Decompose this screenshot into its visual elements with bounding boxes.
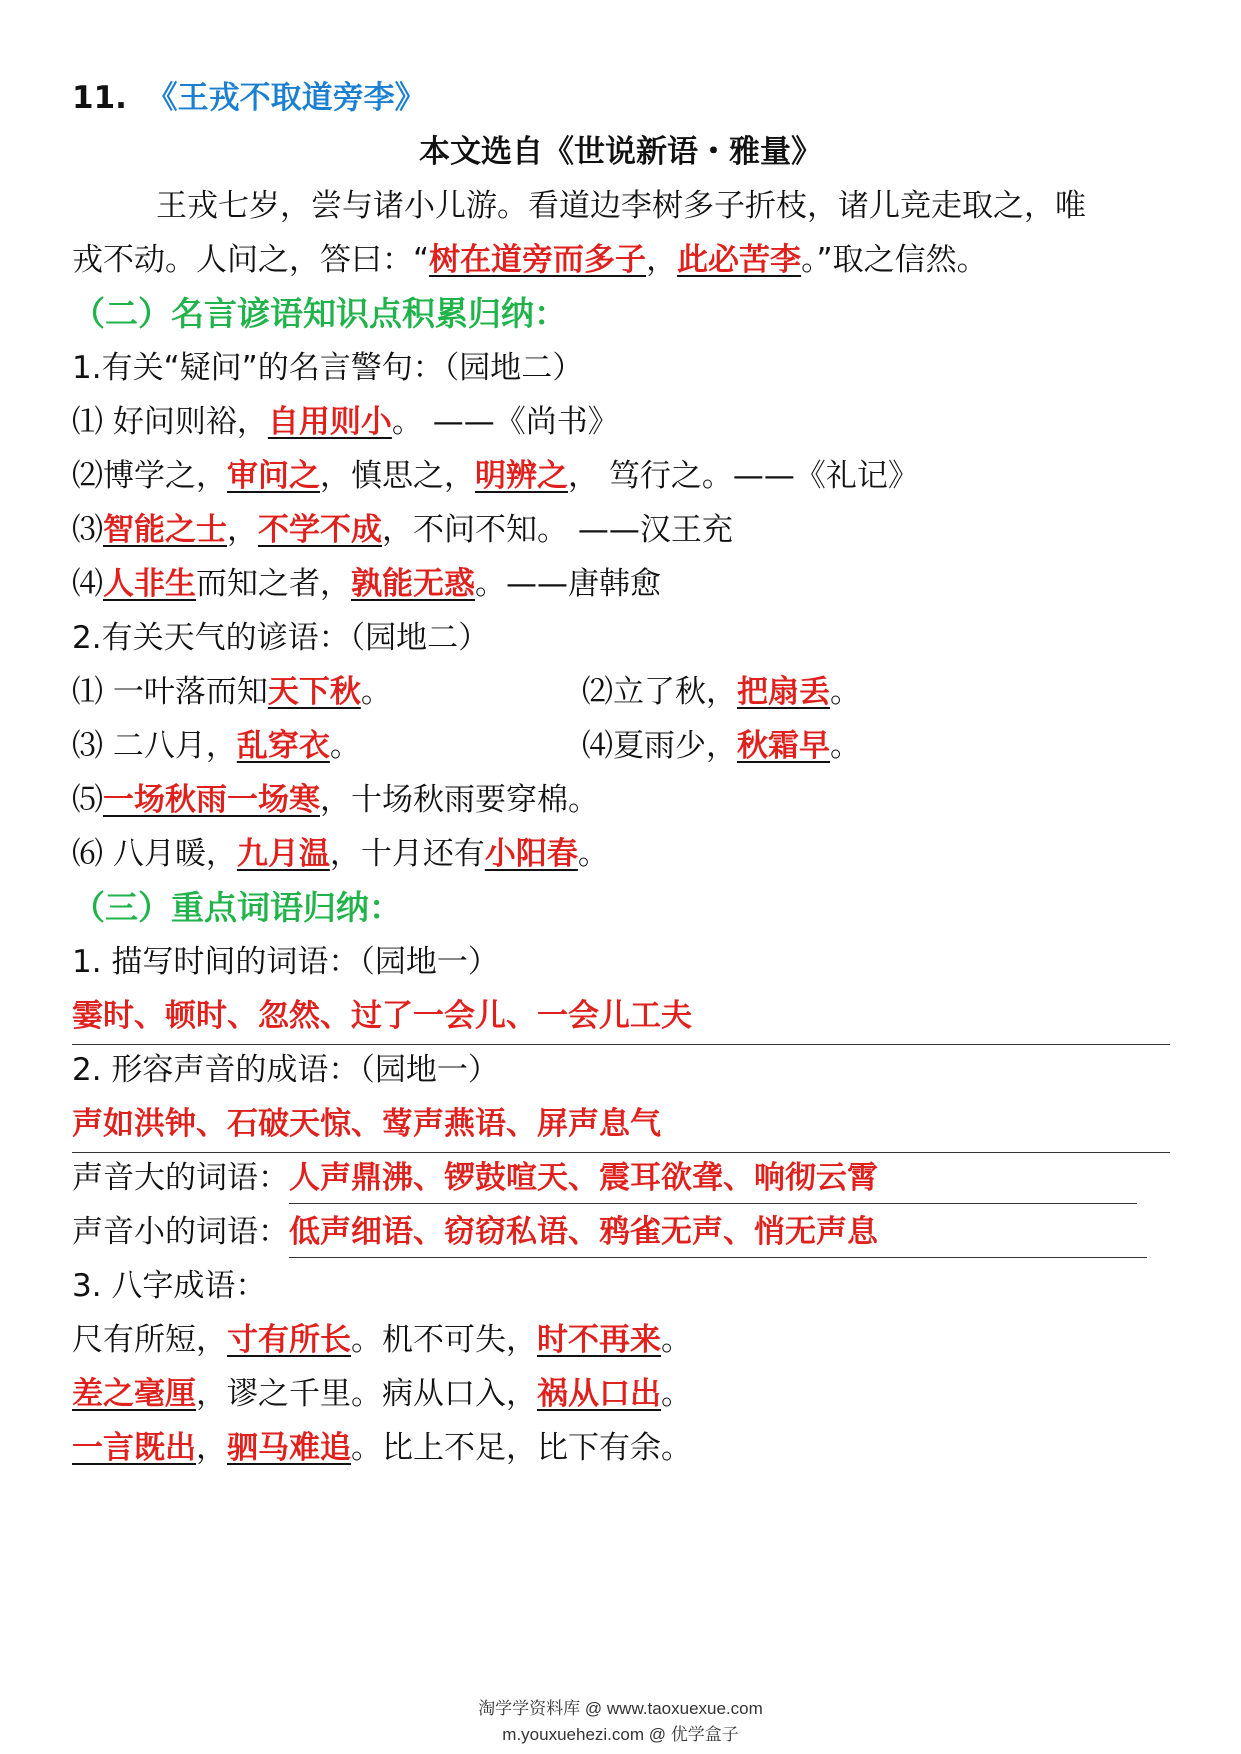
proverb-row (72, 718, 1171, 774)
quote-item (72, 448, 1171, 504)
answer-blank: 时不再来 (537, 1322, 661, 1358)
answer-blank: 孰能无惑 (351, 566, 475, 602)
proverb-row (72, 772, 1171, 828)
proverb-text: ⑴ 一叶落而知 (72, 674, 268, 710)
quote-text: ，不问不知。 ——汉王充 (382, 512, 733, 548)
quote-item (72, 556, 1171, 612)
source-line: 本文选自《世说新语・雅量》 (419, 134, 822, 170)
quote-text: ⑷ (72, 566, 103, 602)
answer-blank: 树在道旁而多子 (429, 242, 647, 278)
quote-text: ， 笃行之。——《礼记》 (568, 458, 919, 494)
answer-blank: 把扇丢 (737, 674, 830, 710)
loud-label: 声音大的词语： (72, 1160, 289, 1196)
answer-blank: 九月温 (236, 836, 330, 872)
answer-line (72, 988, 1170, 1045)
text-title: 《王戎不取道旁李》 (146, 80, 426, 116)
answer-blank: 一言既出 (72, 1430, 196, 1466)
answer-blank: 乱穿衣 (236, 728, 330, 764)
answer-text: 声如洪钟、石破天惊、莺声燕语、屏声息气 (72, 1106, 661, 1142)
quiet-words-line (72, 1204, 1171, 1260)
quote-text: ⑶ (72, 512, 103, 548)
passage-line-1: 王戎七岁，尝与诸小儿游。看道边李树多子折枝，诸儿竞走取之，唯 (156, 188, 1086, 224)
passage-text: ， (646, 242, 678, 278)
passage-text: 戎不动。人问之，答曰：“ (72, 242, 430, 278)
proverb-text: 。 (830, 674, 861, 710)
poem-title (72, 70, 1171, 126)
quote-text: 。 ——《尚书》 (391, 404, 619, 440)
answer-blank: 自用则小 (267, 404, 392, 440)
section-heading-2: （二）名言谚语知识点积累归纳： (72, 294, 567, 333)
answer-blank: 寸有所长 (227, 1322, 351, 1358)
section-heading-3: （三）重点词语归纳： (72, 888, 402, 927)
proverb-text: ，十月还有 (329, 836, 485, 872)
quote-text: ， (227, 512, 258, 548)
answer-blank: 审问之 (227, 458, 320, 494)
passage-line-2 (72, 232, 1171, 288)
proverb-text: ⑵立了秋， (582, 674, 737, 710)
question-2: 2.有关天气的谚语：（园地二） (72, 620, 490, 656)
proverb-row (72, 826, 1171, 882)
idiom-text: 。机不可失， (351, 1322, 537, 1358)
quote-text: 而知之者， (196, 566, 351, 602)
proverb-text: ⑶ 二八月， (72, 728, 237, 764)
passage-text: 。”取之信然。 (801, 242, 988, 278)
answer-blank: 明辨之 (475, 458, 568, 494)
footer-line-2: m.youxuehezi.com @ 优学盒子 (502, 1725, 739, 1744)
idiom-line (72, 1366, 1171, 1422)
answer-line (72, 1096, 1170, 1153)
proverb-text: 。 (360, 674, 392, 710)
proverb-text: ，十场秋雨要穿棉。 (320, 782, 599, 818)
idiom-text: 。 (661, 1376, 692, 1412)
answer-blank: 差之毫厘 (72, 1376, 196, 1412)
idiom-text: 。比上不足，比下有余。 (351, 1430, 692, 1466)
answer-blank: 祸从口出 (537, 1376, 661, 1412)
quiet-answer-line (289, 1207, 1147, 1258)
proverb-text: 。 (577, 836, 609, 872)
footer-line-1: 淘学学资料库 @ www.taoxuexue.com (478, 1699, 763, 1718)
question-1: 1.有关“疑问”的名言警句：（园地二） (72, 350, 584, 386)
answer-blank: 一场秋雨一场寒 (103, 782, 320, 818)
answer-blank: 不学不成 (258, 512, 382, 548)
proverb-col2 (582, 664, 861, 720)
quiet-label: 声音小的词语： (72, 1214, 289, 1250)
answer-text: 霎时、顿时、忽然、过了一会儿、一会儿工夫 (72, 998, 692, 1034)
answer-blank: 人非生 (103, 566, 196, 602)
idiom-line (72, 1420, 1171, 1476)
idiom-text: ，谬之千里。病从口入， (196, 1376, 537, 1412)
proverb-text: 。 (329, 728, 361, 764)
quote-text: ⑵博学之， (72, 458, 227, 494)
idiom-text: 尺有所短， (72, 1322, 227, 1358)
answer-text: 人声鼎沸、锣鼓喧天、震耳欲聋、响彻云霄 (289, 1160, 878, 1196)
footer (0, 1696, 1241, 1748)
proverb-col2 (582, 718, 861, 774)
answer-blank: 驷马难追 (227, 1430, 351, 1466)
proverb-text: ⑸ (72, 782, 103, 818)
answer-blank: 智能之士 (103, 512, 227, 548)
quote-text: ⑴ 好问则裕， (72, 404, 268, 440)
proverb-row (72, 664, 1171, 720)
loud-answer-line (289, 1153, 1137, 1204)
loud-words-line (72, 1150, 1171, 1206)
quote-text: 。——唐韩愈 (475, 566, 661, 602)
question-1: 1. 描写时间的词语：（园地一） (72, 944, 499, 980)
proverb-text: ⑹ 八月暖， (72, 836, 237, 872)
question-3: 3. 八字成语： (72, 1268, 267, 1304)
answer-text: 低声细语、窃窃私语、鸦雀无声、悄无声息 (289, 1214, 878, 1250)
answer-blank: 小阳春 (484, 836, 578, 872)
proverb-text: ⑷夏雨少， (582, 728, 737, 764)
question-2: 2. 形容声音的成语：（园地一） (72, 1052, 499, 1088)
answer-blank: 此必苦李 (677, 242, 802, 278)
quote-text: ，慎思之， (320, 458, 475, 494)
answer-blank: 天下秋 (267, 674, 361, 710)
idiom-text: ， (196, 1430, 227, 1466)
answer-blank: 秋霜早 (737, 728, 830, 764)
quote-item (72, 394, 1171, 450)
quote-item (72, 502, 1171, 558)
item-number: 11. (72, 80, 127, 116)
idiom-line (72, 1312, 1171, 1368)
proverb-text: 。 (830, 728, 861, 764)
idiom-text: 。 (661, 1322, 692, 1358)
